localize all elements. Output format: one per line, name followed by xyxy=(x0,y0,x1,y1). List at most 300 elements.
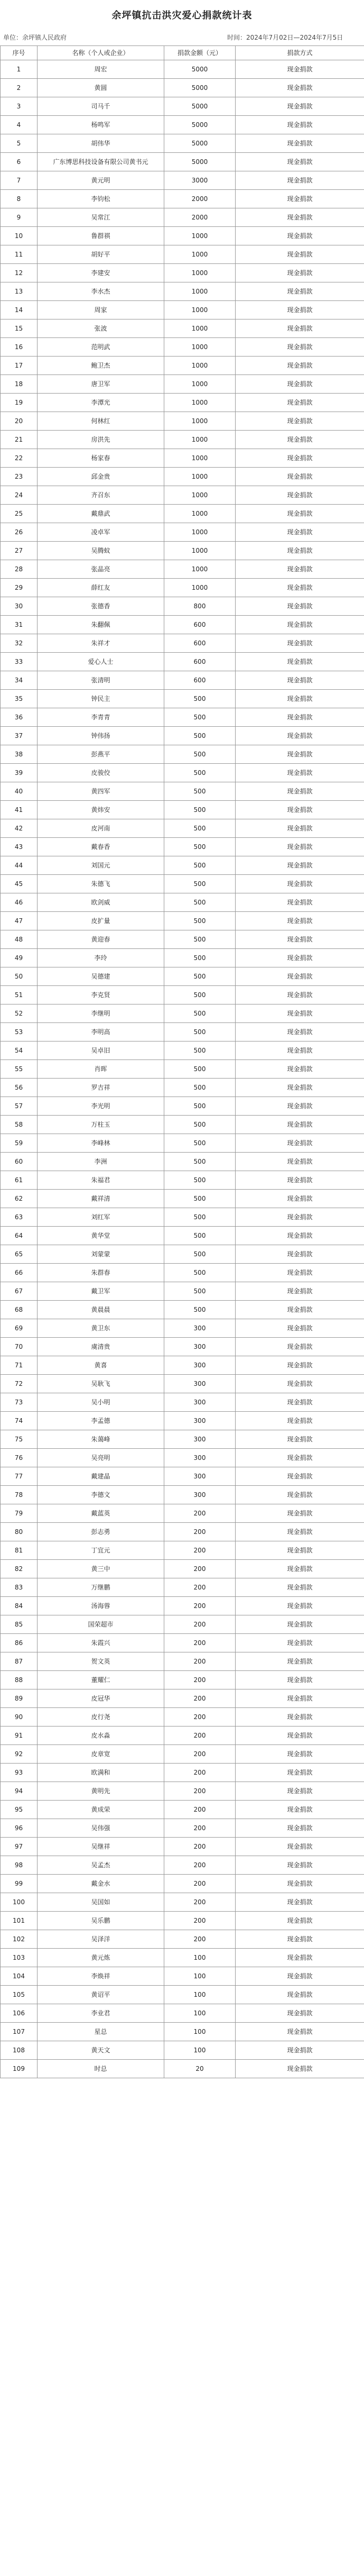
row-method: 现金捐款 xyxy=(236,1301,364,1319)
row-name: 李德文 xyxy=(38,1486,164,1504)
table-row xyxy=(1,1079,364,1097)
table-row xyxy=(1,727,364,745)
table-row xyxy=(1,1708,364,1727)
table-row xyxy=(1,153,364,171)
row-name: 胡好平 xyxy=(38,245,164,264)
row-name: 皮河南 xyxy=(38,819,164,838)
table-row xyxy=(1,579,364,597)
row-name: 黄圆 xyxy=(38,79,164,97)
row-no: 98 xyxy=(1,1856,38,1875)
row-amount: 500 xyxy=(164,1116,236,1134)
table-row xyxy=(1,1560,364,1578)
row-amount: 500 xyxy=(164,1004,236,1023)
row-method: 现金捐款 xyxy=(236,319,364,338)
row-name: 李青青 xyxy=(38,708,164,727)
table-row xyxy=(1,986,364,1004)
row-amount: 200 xyxy=(164,1671,236,1689)
row-method: 现金捐款 xyxy=(236,634,364,653)
row-no: 2 xyxy=(1,79,38,97)
row-method: 现金捐款 xyxy=(236,560,364,579)
row-name: 皮骏佼 xyxy=(38,764,164,782)
table-row xyxy=(1,79,364,97)
row-no: 76 xyxy=(1,1449,38,1467)
row-amount: 100 xyxy=(164,2004,236,2023)
row-no: 24 xyxy=(1,486,38,505)
row-method: 现金捐款 xyxy=(236,1338,364,1356)
row-amount: 300 xyxy=(164,1449,236,1467)
row-method: 现金捐款 xyxy=(236,616,364,634)
row-no: 11 xyxy=(1,245,38,264)
row-amount: 500 xyxy=(164,1227,236,1245)
table-row xyxy=(1,1838,364,1856)
table-row xyxy=(1,1042,364,1060)
row-method: 现金捐款 xyxy=(236,1782,364,1801)
row-amount: 2000 xyxy=(164,190,236,208)
row-amount: 500 xyxy=(164,727,236,745)
row-no: 77 xyxy=(1,1467,38,1486)
row-method: 现金捐款 xyxy=(236,1708,364,1727)
table-row xyxy=(1,301,364,319)
row-method: 现金捐款 xyxy=(236,1060,364,1079)
row-name: 李孟德 xyxy=(38,1412,164,1430)
table-row xyxy=(1,930,364,949)
row-method: 现金捐款 xyxy=(236,708,364,727)
row-no: 109 xyxy=(1,2060,38,2078)
row-no: 79 xyxy=(1,1504,38,1523)
row-no: 32 xyxy=(1,634,38,653)
row-no: 7 xyxy=(1,171,38,190)
row-amount: 500 xyxy=(164,1301,236,1319)
table-row xyxy=(1,1319,364,1338)
row-method: 现金捐款 xyxy=(236,764,364,782)
row-no: 61 xyxy=(1,1171,38,1190)
row-amount: 500 xyxy=(164,1023,236,1042)
row-name: 朱群春 xyxy=(38,1264,164,1282)
row-no: 78 xyxy=(1,1486,38,1504)
row-amount: 300 xyxy=(164,1393,236,1412)
row-method: 现金捐款 xyxy=(236,893,364,912)
table-row xyxy=(1,1004,364,1023)
table-row xyxy=(1,856,364,875)
table-row xyxy=(1,745,364,764)
row-no: 5 xyxy=(1,134,38,153)
row-method: 现金捐款 xyxy=(236,375,364,394)
table-body xyxy=(1,60,364,2078)
row-name: 彭志勇 xyxy=(38,1523,164,1541)
row-name: 黄四军 xyxy=(38,782,164,801)
row-no: 20 xyxy=(1,412,38,431)
row-method: 现金捐款 xyxy=(236,1375,364,1393)
row-method: 现金捐款 xyxy=(236,1282,364,1301)
row-name: 钟伟扬 xyxy=(38,727,164,745)
row-no: 13 xyxy=(1,282,38,301)
row-no: 101 xyxy=(1,1912,38,1930)
row-amount: 600 xyxy=(164,616,236,634)
row-name: 吴亮明 xyxy=(38,1449,164,1467)
row-amount: 5000 xyxy=(164,79,236,97)
row-name: 戴祥清 xyxy=(38,1190,164,1208)
row-method: 现金捐款 xyxy=(236,690,364,708)
row-name: 李建安 xyxy=(38,264,164,282)
row-amount: 200 xyxy=(164,1893,236,1912)
row-amount: 200 xyxy=(164,1708,236,1727)
row-no: 4 xyxy=(1,116,38,134)
row-method: 现金捐款 xyxy=(236,1116,364,1134)
row-no: 103 xyxy=(1,1949,38,1967)
row-no: 89 xyxy=(1,1689,38,1708)
row-method: 现金捐款 xyxy=(236,264,364,282)
table-row xyxy=(1,1282,364,1301)
row-name: 李继明 xyxy=(38,1004,164,1023)
row-no: 49 xyxy=(1,949,38,967)
row-name: 朱霞兴 xyxy=(38,1634,164,1652)
row-amount: 200 xyxy=(164,1597,236,1615)
row-method: 现金捐款 xyxy=(236,671,364,690)
row-method: 现金捐款 xyxy=(236,1356,364,1375)
row-name: 汤海蓉 xyxy=(38,1597,164,1615)
table-row xyxy=(1,949,364,967)
row-method: 现金捐款 xyxy=(236,523,364,542)
table-row xyxy=(1,505,364,523)
row-method: 现金捐款 xyxy=(236,1412,364,1430)
row-amount: 800 xyxy=(164,597,236,616)
row-no: 90 xyxy=(1,1708,38,1727)
row-name: 星总 xyxy=(38,2023,164,2041)
row-name: 张晶亮 xyxy=(38,560,164,579)
table-row xyxy=(1,1430,364,1449)
table-row xyxy=(1,875,364,893)
row-name: 范明武 xyxy=(38,338,164,357)
row-amount: 500 xyxy=(164,690,236,708)
row-amount: 100 xyxy=(164,1986,236,2004)
row-name: 吴孟杰 xyxy=(38,1856,164,1875)
table-row xyxy=(1,1578,364,1597)
row-amount: 300 xyxy=(164,1486,236,1504)
row-method: 现金捐款 xyxy=(236,1541,364,1560)
row-method: 现金捐款 xyxy=(236,1393,364,1412)
row-amount: 500 xyxy=(164,1153,236,1171)
row-no: 25 xyxy=(1,505,38,523)
row-method: 现金捐款 xyxy=(236,1004,364,1023)
table-row xyxy=(1,764,364,782)
row-no: 43 xyxy=(1,838,38,856)
table-row xyxy=(1,1986,364,2004)
table-row xyxy=(1,1949,364,1967)
table-row xyxy=(1,560,364,579)
row-amount: 500 xyxy=(164,819,236,838)
row-amount: 1000 xyxy=(164,227,236,245)
row-no: 27 xyxy=(1,542,38,560)
table-row xyxy=(1,319,364,338)
row-no: 16 xyxy=(1,338,38,357)
row-no: 105 xyxy=(1,1986,38,2004)
table-row xyxy=(1,1764,364,1782)
row-method: 现金捐款 xyxy=(236,1727,364,1745)
row-no: 34 xyxy=(1,671,38,690)
row-method: 现金捐款 xyxy=(236,1875,364,1893)
table-row xyxy=(1,1208,364,1227)
row-method: 现金捐款 xyxy=(236,856,364,875)
row-method: 现金捐款 xyxy=(236,967,364,986)
table-row xyxy=(1,1801,364,1819)
header-no: 序号 xyxy=(1,46,38,60)
row-amount: 1000 xyxy=(164,412,236,431)
row-name: 吴小明 xyxy=(38,1393,164,1412)
row-name: 吴常江 xyxy=(38,208,164,227)
row-no: 107 xyxy=(1,2023,38,2041)
table-row xyxy=(1,375,364,394)
row-amount: 5000 xyxy=(164,134,236,153)
row-method: 现金捐款 xyxy=(236,1838,364,1856)
row-amount: 300 xyxy=(164,1338,236,1356)
row-amount: 2000 xyxy=(164,208,236,227)
row-amount: 1000 xyxy=(164,338,236,357)
row-amount: 5000 xyxy=(164,60,236,79)
row-no: 44 xyxy=(1,856,38,875)
row-amount: 200 xyxy=(164,1838,236,1856)
row-name: 彭燕平 xyxy=(38,745,164,764)
row-name: 李光明 xyxy=(38,1097,164,1116)
row-name: 贺文英 xyxy=(38,1652,164,1671)
row-name: 广东博思科技设备有限公司黄书元 xyxy=(38,153,164,171)
row-no: 46 xyxy=(1,893,38,912)
row-name: 董耀仁 xyxy=(38,1671,164,1689)
row-name: 周家 xyxy=(38,301,164,319)
row-name: 万柱玉 xyxy=(38,1116,164,1134)
table-row xyxy=(1,2060,364,2078)
row-amount: 200 xyxy=(164,1689,236,1708)
row-name: 朱祥才 xyxy=(38,634,164,653)
row-no: 37 xyxy=(1,727,38,745)
row-no: 1 xyxy=(1,60,38,79)
row-no: 106 xyxy=(1,2004,38,2023)
row-no: 22 xyxy=(1,449,38,468)
row-method: 现金捐款 xyxy=(236,1671,364,1689)
row-method: 现金捐款 xyxy=(236,1245,364,1264)
table-row xyxy=(1,1597,364,1615)
row-method: 现金捐款 xyxy=(236,1634,364,1652)
row-name: 黄迎春 xyxy=(38,930,164,949)
row-name: 唐卫军 xyxy=(38,375,164,394)
row-amount: 3000 xyxy=(164,171,236,190)
row-name: 爱心人士 xyxy=(38,653,164,671)
row-no: 51 xyxy=(1,986,38,1004)
row-no: 92 xyxy=(1,1745,38,1764)
row-amount: 1000 xyxy=(164,449,236,468)
row-no: 18 xyxy=(1,375,38,394)
row-name: 杨鸣军 xyxy=(38,116,164,134)
row-method: 现金捐款 xyxy=(236,1689,364,1708)
row-amount: 500 xyxy=(164,708,236,727)
row-method: 现金捐款 xyxy=(236,301,364,319)
table-row xyxy=(1,245,364,264)
donation-table xyxy=(0,45,364,2078)
row-name: 黄卫东 xyxy=(38,1319,164,1338)
header-amount: 捐款金额（元） xyxy=(164,46,236,60)
row-method: 现金捐款 xyxy=(236,134,364,153)
row-no: 85 xyxy=(1,1615,38,1634)
row-amount: 600 xyxy=(164,653,236,671)
row-method: 现金捐款 xyxy=(236,1615,364,1634)
row-method: 现金捐款 xyxy=(236,727,364,745)
table-row xyxy=(1,616,364,634)
row-name: 朱德飞 xyxy=(38,875,164,893)
table-row xyxy=(1,967,364,986)
table-row xyxy=(1,2023,364,2041)
row-method: 现金捐款 xyxy=(236,1190,364,1208)
row-no: 70 xyxy=(1,1338,38,1356)
row-amount: 1000 xyxy=(164,486,236,505)
table-row xyxy=(1,282,364,301)
row-method: 现金捐款 xyxy=(236,1449,364,1467)
row-method: 现金捐款 xyxy=(236,486,364,505)
row-amount: 500 xyxy=(164,1060,236,1079)
row-no: 21 xyxy=(1,431,38,449)
row-no: 33 xyxy=(1,653,38,671)
period-label: 时间：2024年7月02日—2024年7月5日 xyxy=(227,34,343,41)
row-name: 李钧松 xyxy=(38,190,164,208)
row-amount: 200 xyxy=(164,1634,236,1652)
row-name: 薛红友 xyxy=(38,579,164,597)
row-name: 戴蓝英 xyxy=(38,1504,164,1523)
row-name: 鲁群祺 xyxy=(38,227,164,245)
row-amount: 200 xyxy=(164,1504,236,1523)
row-amount: 500 xyxy=(164,986,236,1004)
row-amount: 500 xyxy=(164,1042,236,1060)
table-row xyxy=(1,653,364,671)
row-amount: 200 xyxy=(164,1523,236,1541)
row-name: 李洲 xyxy=(38,1153,164,1171)
row-name: 张清明 xyxy=(38,671,164,690)
row-name: 刘国元 xyxy=(38,856,164,875)
row-no: 95 xyxy=(1,1801,38,1819)
row-name: 李焕祥 xyxy=(38,1967,164,1986)
row-amount: 100 xyxy=(164,1949,236,1967)
row-name: 李业君 xyxy=(38,2004,164,2023)
row-name: 虞清贵 xyxy=(38,1338,164,1356)
row-method: 现金捐款 xyxy=(236,1652,364,1671)
table-row xyxy=(1,912,364,930)
row-method: 现金捐款 xyxy=(236,912,364,930)
table-row xyxy=(1,1171,364,1190)
page-title: 余坪镇抗击洪灾爱心捐款统计表 xyxy=(111,10,253,21)
table-row xyxy=(1,449,364,468)
row-no: 93 xyxy=(1,1764,38,1782)
row-name: 凌卓军 xyxy=(38,523,164,542)
row-method: 现金捐款 xyxy=(236,1801,364,1819)
row-no: 83 xyxy=(1,1578,38,1597)
row-no: 6 xyxy=(1,153,38,171)
table-row xyxy=(1,690,364,708)
row-amount: 200 xyxy=(164,1912,236,1930)
row-method: 现金捐款 xyxy=(236,1430,364,1449)
row-method: 现金捐款 xyxy=(236,1578,364,1597)
row-method: 现金捐款 xyxy=(236,282,364,301)
row-name: 皮水淼 xyxy=(38,1727,164,1745)
table-row xyxy=(1,1893,364,1912)
table-row xyxy=(1,1245,364,1264)
table-row xyxy=(1,1523,364,1541)
row-no: 87 xyxy=(1,1652,38,1671)
row-name: 李水杰 xyxy=(38,282,164,301)
table-row xyxy=(1,1097,364,1116)
row-method: 现金捐款 xyxy=(236,171,364,190)
table-row xyxy=(1,1856,364,1875)
table-row xyxy=(1,134,364,153)
row-amount: 1000 xyxy=(164,468,236,486)
row-name: 戴春香 xyxy=(38,838,164,856)
table-row xyxy=(1,486,364,505)
row-method: 现金捐款 xyxy=(236,653,364,671)
row-method: 现金捐款 xyxy=(236,79,364,97)
table-row xyxy=(1,357,364,375)
row-no: 56 xyxy=(1,1079,38,1097)
table-row xyxy=(1,468,364,486)
row-amount: 500 xyxy=(164,967,236,986)
row-amount: 1000 xyxy=(164,560,236,579)
row-amount: 200 xyxy=(164,1930,236,1949)
table-row xyxy=(1,1264,364,1282)
table-row xyxy=(1,1393,364,1412)
row-no: 28 xyxy=(1,560,38,579)
row-name: 肖晖 xyxy=(38,1060,164,1079)
table-row xyxy=(1,634,364,653)
row-method: 现金捐款 xyxy=(236,949,364,967)
row-amount: 300 xyxy=(164,1412,236,1430)
row-name: 吴耿飞 xyxy=(38,1375,164,1393)
row-amount: 500 xyxy=(164,949,236,967)
row-name: 吴卓旧 xyxy=(38,1042,164,1060)
row-no: 67 xyxy=(1,1282,38,1301)
table-row xyxy=(1,171,364,190)
row-amount: 200 xyxy=(164,1541,236,1560)
row-method: 现金捐款 xyxy=(236,579,364,597)
row-amount: 200 xyxy=(164,1801,236,1819)
row-name: 皮章宽 xyxy=(38,1745,164,1764)
row-method: 现金捐款 xyxy=(236,986,364,1004)
row-method: 现金捐款 xyxy=(236,1523,364,1541)
unit-label: 单位：余坪镇人民政府 xyxy=(3,34,67,41)
row-amount: 300 xyxy=(164,1319,236,1338)
row-name: 张德香 xyxy=(38,597,164,616)
row-no: 108 xyxy=(1,2041,38,2060)
row-no: 82 xyxy=(1,1560,38,1578)
row-method: 现金捐款 xyxy=(236,153,364,171)
row-no: 38 xyxy=(1,745,38,764)
row-amount: 500 xyxy=(164,1171,236,1190)
row-name: 戴建晶 xyxy=(38,1467,164,1486)
row-method: 现金捐款 xyxy=(236,1153,364,1171)
header-method: 捐款方式 xyxy=(236,46,364,60)
header-row xyxy=(1,46,364,60)
table-row xyxy=(1,227,364,245)
table-row xyxy=(1,1060,364,1079)
row-no: 97 xyxy=(1,1838,38,1856)
table-row xyxy=(1,782,364,801)
row-amount: 500 xyxy=(164,1097,236,1116)
row-name: 吴泽洋 xyxy=(38,1930,164,1949)
row-no: 35 xyxy=(1,690,38,708)
table-row xyxy=(1,1486,364,1504)
row-no: 39 xyxy=(1,764,38,782)
row-no: 80 xyxy=(1,1523,38,1541)
row-no: 45 xyxy=(1,875,38,893)
row-amount: 600 xyxy=(164,634,236,653)
row-method: 现金捐款 xyxy=(236,1912,364,1930)
row-method: 现金捐款 xyxy=(236,1097,364,1116)
row-name: 黄炜安 xyxy=(38,801,164,819)
row-name: 刘红军 xyxy=(38,1208,164,1227)
